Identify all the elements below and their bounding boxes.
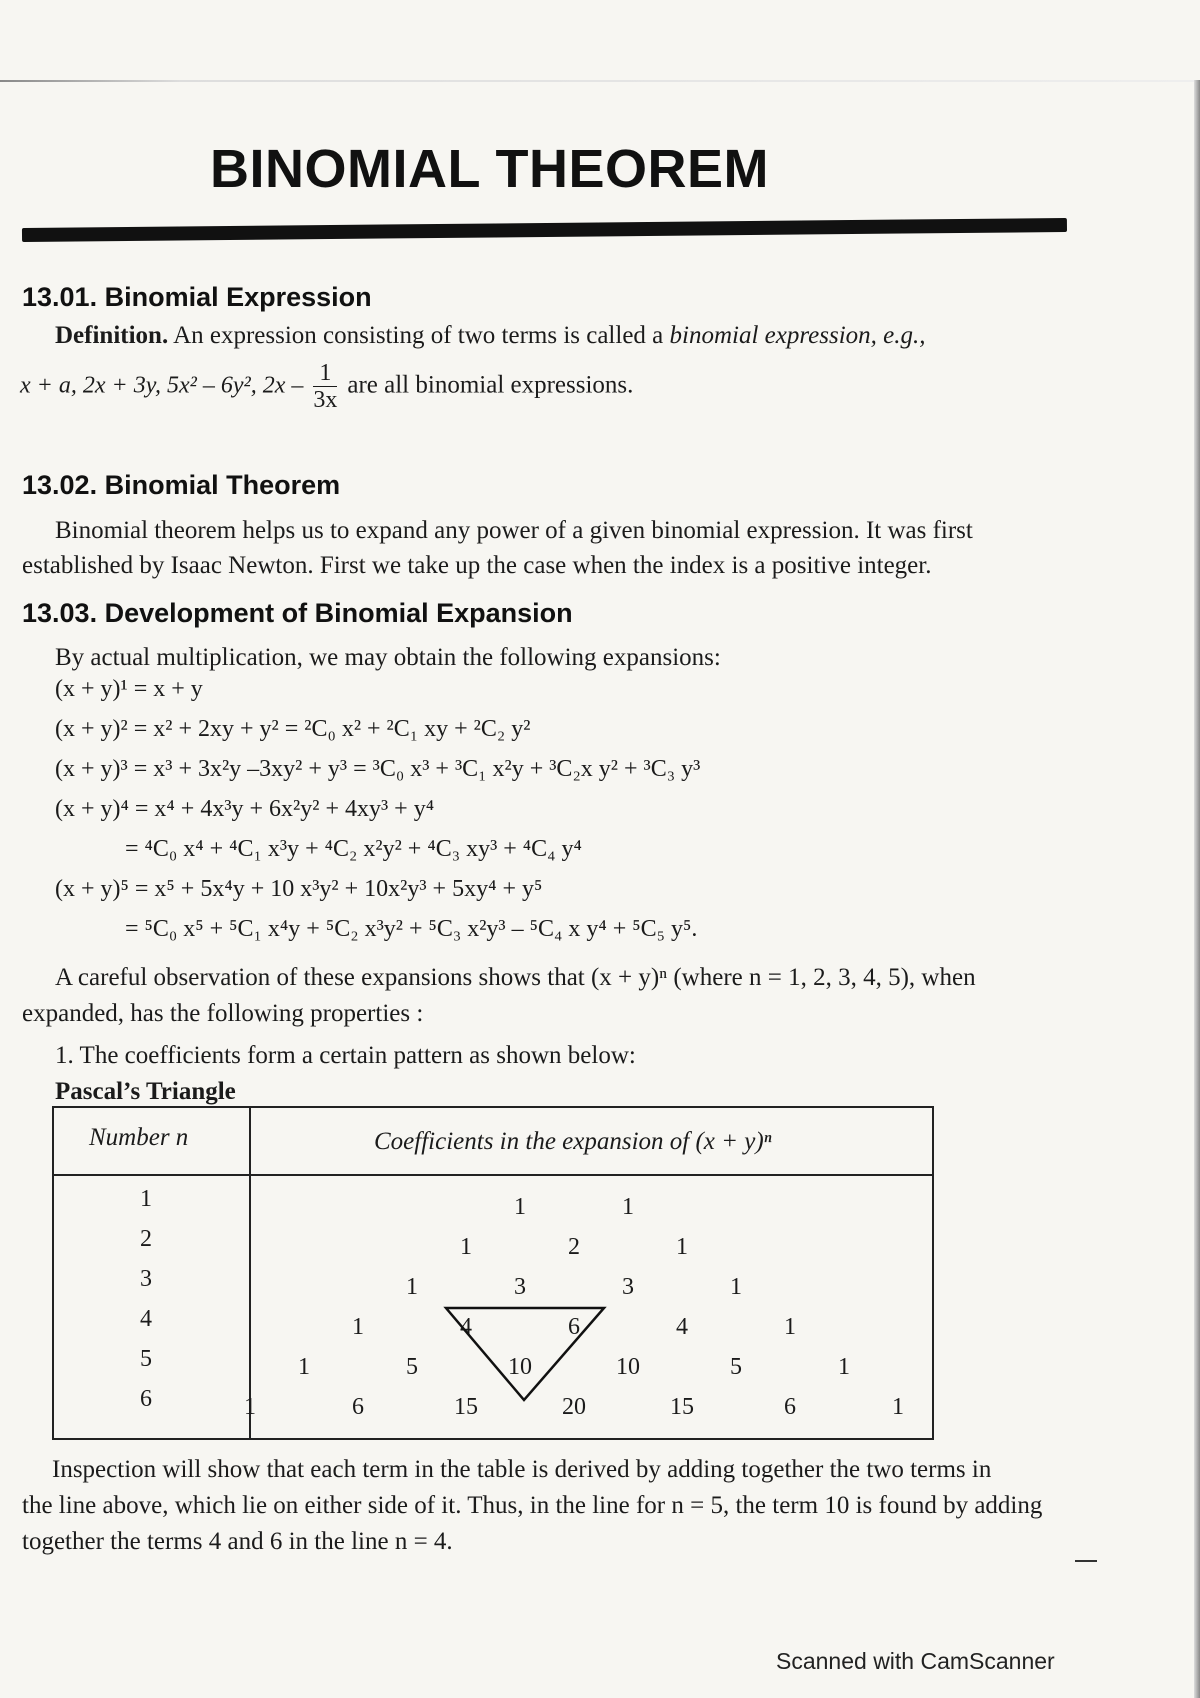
table-header-number: Number n xyxy=(89,1124,189,1151)
definition-line xyxy=(55,320,926,351)
section-heading-13-02 xyxy=(22,470,340,501)
coefficient-row-4-term-2: 6 xyxy=(568,1314,580,1340)
expansion-power-5-combination: = ⁵C₀ x⁵ + ⁵C₁ x⁴y + ⁵C₂ x³y² + ⁵C₃ x²y³ – ⁵C₄ x y⁴ + ⁵C₅ y⁵. xyxy=(125,916,698,942)
scanner-watermark: Scanned with CamScanner xyxy=(776,1648,1055,1674)
coefficient-row-6-term-3: 20 xyxy=(562,1394,586,1420)
coefficient-row-4-term-1: 4 xyxy=(460,1314,472,1340)
title-rule xyxy=(22,218,1067,242)
row-number-4: 4 xyxy=(140,1306,152,1332)
coefficient-row-5-term-4: 5 xyxy=(730,1354,742,1380)
table-column-divider xyxy=(249,1108,251,1438)
row-number-5: 5 xyxy=(140,1346,152,1372)
observation-line-2: expanded, has the following properties : xyxy=(22,1000,424,1027)
fraction-one-over-3x xyxy=(313,360,337,414)
inspection-line-1: Inspection will show that each term in the table is derived by adding together the two terms in xyxy=(52,1456,992,1483)
expansion-power-4-combination: = ⁴C₀ x⁴ + ⁴C₁ x³y + ⁴C₂ x²y² + ⁴C₃ xy³ + ⁴C₄ y⁴ xyxy=(125,836,582,862)
coefficient-row-5-term-1: 5 xyxy=(406,1354,418,1380)
expansion-power-1: (x + y)¹ = x + y xyxy=(55,676,203,702)
row-number-2: 2 xyxy=(140,1226,152,1252)
coefficient-row-6-term-2: 15 xyxy=(454,1394,478,1420)
coefficient-row-5-term-3: 10 xyxy=(616,1354,640,1380)
expansion-power-3: (x + y)³ = x³ + 3x²y –3xy² + y³ = ³C₀ x³ + ³C₁ x²y + ³C₂x y² + ³C₃ y³ xyxy=(55,756,701,782)
coefficient-row-3-term-3: 1 xyxy=(730,1274,742,1300)
coefficient-row-4-term-3: 4 xyxy=(676,1314,688,1340)
page-right-edge xyxy=(1194,80,1200,1698)
coefficient-row-6-term-1: 6 xyxy=(352,1394,364,1420)
fraction-numerator: 1 xyxy=(319,360,332,386)
coefficient-row-1-term-1: 1 xyxy=(622,1194,634,1220)
row-number-6: 6 xyxy=(140,1386,152,1412)
examples-list: x + a, 2x + 3y, 5x² – 6y², 2x – xyxy=(20,372,304,399)
section-number: 13.01. xyxy=(22,282,98,312)
observation-line-1: A careful observation of these expansions shows that (x + y)ⁿ (where n = 1, 2, 3, 4, 5), when xyxy=(55,964,976,991)
page-top-edge xyxy=(0,80,1200,82)
examples-tail: are all binomial expressions. xyxy=(347,371,634,399)
inspection-line-3: together the terms 4 and 6 in the line n = 4. xyxy=(22,1528,453,1555)
coefficient-row-5-term-5: 1 xyxy=(838,1354,850,1380)
table-header-divider xyxy=(54,1174,932,1176)
coefficient-row-6-term-6: 1 xyxy=(892,1394,904,1420)
fraction-denominator: 3x xyxy=(313,387,338,414)
definition-emphasis: binomial expression, e.g., xyxy=(669,322,926,349)
coefficient-row-3-term-0: 1 xyxy=(406,1274,418,1300)
section-heading-13-03 xyxy=(22,598,573,629)
coefficient-row-4-term-4: 1 xyxy=(784,1314,796,1340)
page-title: BINOMIAL THEOREM xyxy=(210,139,769,199)
coefficient-row-6-term-5: 6 xyxy=(784,1394,796,1420)
section-title: Binomial Theorem xyxy=(104,470,341,500)
inspection-line-2: the line above, which lie on either side of it. Thus, in the line for n = 5, the term 10 is found by adding xyxy=(22,1492,1043,1519)
coefficient-row-2-term-2: 1 xyxy=(676,1234,688,1260)
coefficient-row-6-term-4: 15 xyxy=(670,1394,694,1420)
coefficient-row-5-term-0: 1 xyxy=(298,1354,310,1380)
section-number: 13.03. xyxy=(22,598,98,628)
coefficient-row-4-term-0: 1 xyxy=(352,1314,364,1340)
pascal-triangle-table xyxy=(52,1106,934,1440)
property-point-1: 1. The coefficients form a certain pattern as shown below: xyxy=(55,1042,636,1069)
coefficient-row-3-term-2: 3 xyxy=(622,1274,634,1300)
pascal-triangle-label: Pascal’s Triangle xyxy=(55,1078,236,1105)
coefficient-row-5-term-2: 10 xyxy=(508,1354,532,1380)
expansion-power-4: (x + y)⁴ = x⁴ + 4x³y + 6x²y² + 4xy³ + y⁴ xyxy=(55,796,435,822)
section-title: Binomial Expression xyxy=(104,282,372,312)
table-header-coefficients: Coefficients in the expansion of (x + y)ⁿ xyxy=(374,1128,772,1155)
definition-lead: Definition. xyxy=(55,322,169,349)
expansion-power-2: (x + y)² = x² + 2xy + y² = ²C₀ x² + ²C₁ xy + ²C₂ y² xyxy=(55,716,531,742)
development-intro: By actual multiplication, we may obtain the following expansions: xyxy=(55,644,721,671)
coefficient-row-3-term-1: 3 xyxy=(514,1274,526,1300)
row-number-3: 3 xyxy=(140,1266,152,1292)
coefficient-row-6-term-0: 1 xyxy=(244,1394,256,1420)
coefficient-row-2-term-0: 1 xyxy=(460,1234,472,1260)
theorem-paragraph-line-1: Binomial theorem helps us to expand any power of a given binomial expression. It was first xyxy=(55,517,973,544)
page-corner-mark xyxy=(1075,1560,1097,1562)
section-number: 13.02. xyxy=(22,470,98,500)
section-heading-13-01 xyxy=(22,282,372,313)
highlight-triangle xyxy=(54,1108,932,1438)
coefficient-row-1-term-0: 1 xyxy=(514,1194,526,1220)
row-number-1: 1 xyxy=(140,1186,152,1212)
section-title: Development of Binomial Expansion xyxy=(104,598,573,628)
definition-text: An expression consisting of two terms is called a xyxy=(173,322,664,349)
coefficient-row-2-term-1: 2 xyxy=(568,1234,580,1260)
binomial-examples xyxy=(20,360,633,414)
expansion-power-5: (x + y)⁵ = x⁵ + 5x⁴y + 10 x³y² + 10x²y³ + 5xy⁴ + y⁵ xyxy=(55,876,543,902)
theorem-paragraph-line-2: established by Isaac Newton. First we take up the case when the index is a positive integer. xyxy=(22,552,932,579)
